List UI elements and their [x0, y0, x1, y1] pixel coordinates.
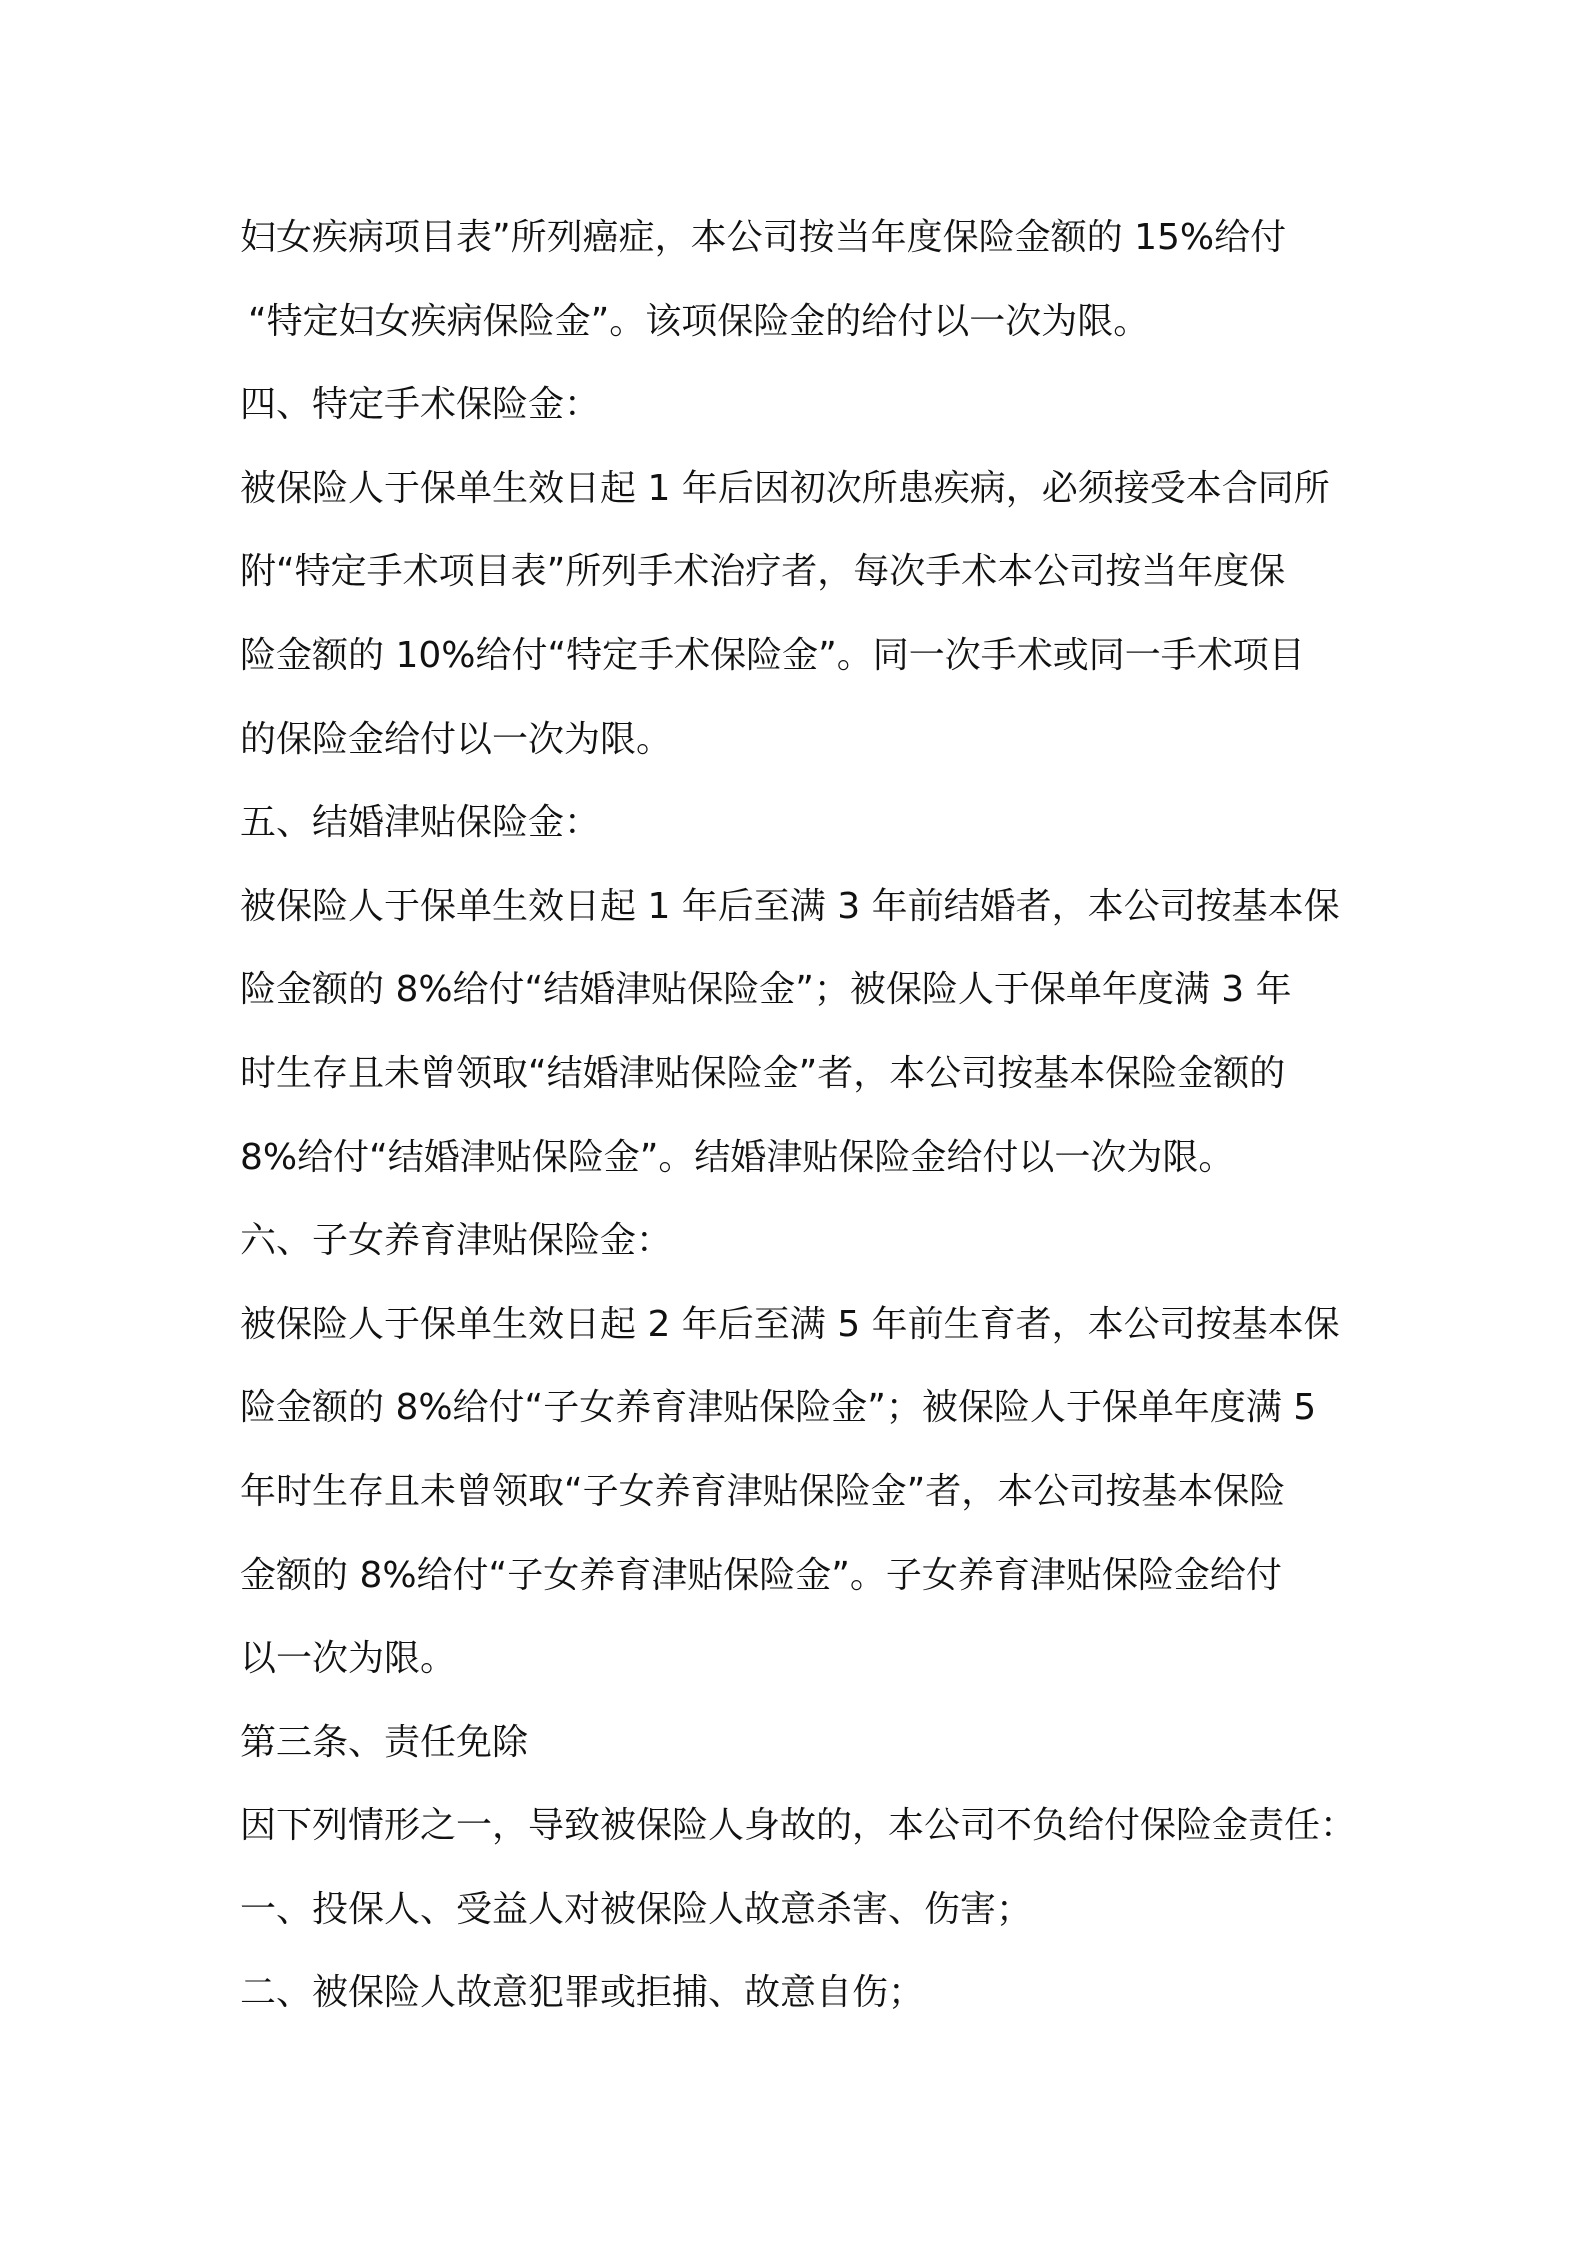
text-line: 以一次为限。 [240, 1638, 457, 1680]
list-item: 一、投保人、受益人对被保险人故意杀害、伤害； [240, 1888, 1033, 1930]
section-heading: 五、结婚津贴保险金： [240, 802, 601, 844]
text-line: 因下列情形之一，导致被保险人身故的，本公司不负给付保险金责任： [240, 1805, 1357, 1847]
text-line: 被保险人于保单生效日起 1 年后至满 3 年前结婚者，本公司按基本保 [240, 885, 1340, 927]
text-line: 的保险金给付以一次为限。 [240, 718, 673, 760]
section-heading: 四、特定手术保险金： [240, 384, 601, 426]
text-line: 险金额的 8%给付“结婚津贴保险金”；被保险人于保单年度满 3 年 [240, 969, 1292, 1011]
text-line: 8%给付“结婚津贴保险金”。结婚津贴保险金给付以一次为限。 [240, 1136, 1235, 1178]
section-heading: 六、子女养育津贴保险金： [240, 1220, 673, 1262]
text-line: 险金额的 10%给付“特定手术保险金”。同一次手术或同一手术项目 [240, 634, 1305, 676]
text-line: “特定妇女疾病保险金”。该项保险金的给付以一次为限。 [248, 300, 1150, 342]
article-heading: 第三条、责任免除 [240, 1721, 529, 1763]
text-line: 被保险人于保单生效日起 1 年后因初次所患疾病，必须接受本合同所 [240, 467, 1330, 509]
text-line: 附“特定手术项目表”所列手术治疗者，每次手术本公司按当年度保 [240, 551, 1286, 593]
text-line: 妇女疾病项目表”所列癌症，本公司按当年度保险金额的 15%给付 [240, 217, 1287, 258]
text-line: 时生存且未曾领取“结婚津贴保险金”者，本公司按基本保险金额的 [240, 1052, 1286, 1094]
text-line: 金额的 8%给付“子女养育津贴保险金”。子女养育津贴保险金给付 [240, 1554, 1282, 1596]
text-line: 年时生存且未曾领取“子女养育津贴保险金”者，本公司按基本保险 [240, 1470, 1286, 1512]
text-line: 被保险人于保单生效日起 2 年后至满 5 年前生育者，本公司按基本保 [240, 1303, 1340, 1345]
list-item: 二、被保险人故意犯罪或拒捕、故意自伤； [240, 1972, 925, 2014]
text-line: 险金额的 8%给付“子女养育津贴保险金”；被保险人于保单年度满 5 [240, 1387, 1317, 1429]
document-body [240, 196, 1360, 2035]
